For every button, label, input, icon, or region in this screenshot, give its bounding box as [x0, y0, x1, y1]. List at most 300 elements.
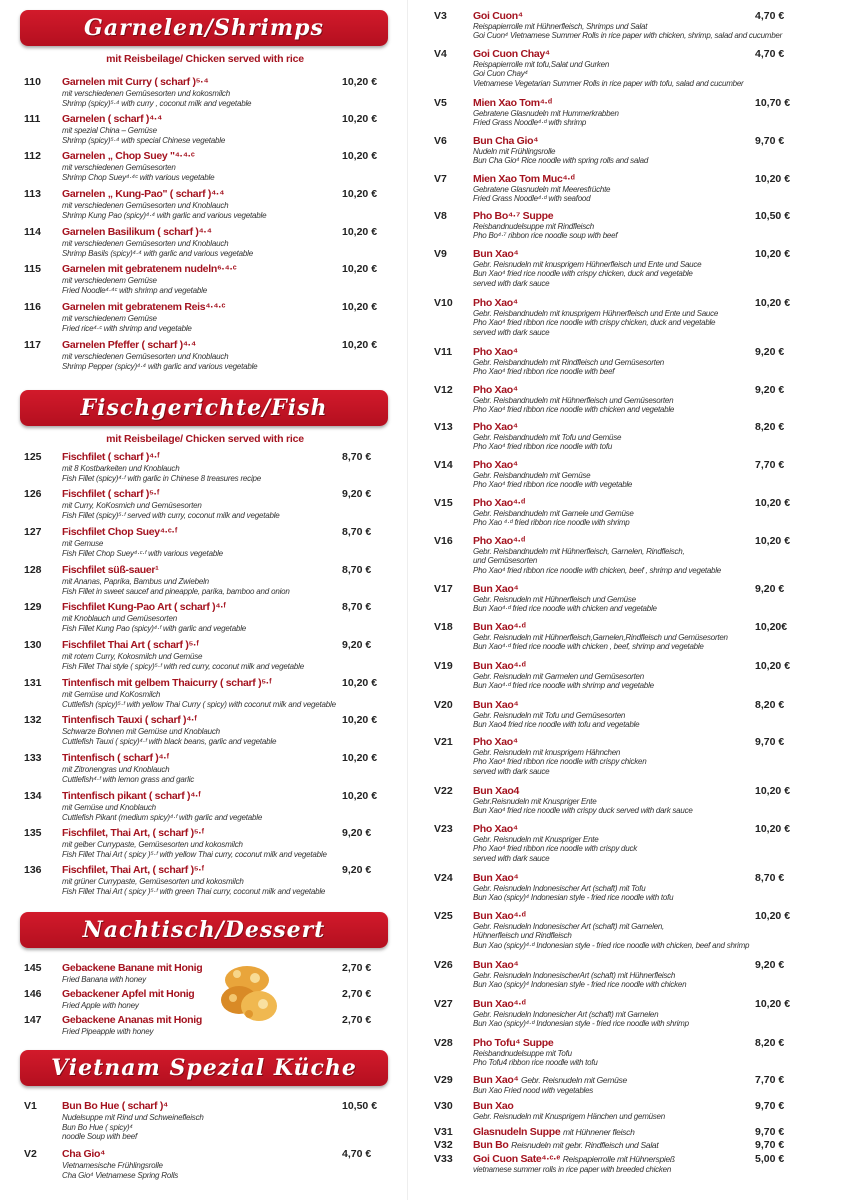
item-price: 10,20 € [342, 150, 378, 162]
item-description-line: Gebratene Glasnudeln mit Hummerkrabben [473, 109, 619, 118]
item-price: 7,70 € [755, 1074, 785, 1086]
item-description-line: Goi Cuon⁴ Vietnamese Summer Rolls in rice paper with chicken, shrimp, salad and cucumber [473, 31, 783, 41]
item-description-line: Gebr. Reisnudeln mit Tofu und Gemüsesorten [473, 711, 626, 720]
item-price: 9,20 € [755, 384, 785, 396]
item-description-line: vietnamese summer rolls in rice paper with breeded chicken [473, 1165, 672, 1174]
item-title: Bun Xao⁴·ᵈ [473, 660, 526, 672]
item-description-line: Gebr. Reisnudeln mit knusprigem Hühnerfleisch und Ente und Sauce [473, 260, 702, 269]
item-title: Garnelen „ Chop Suey "⁴·⁴·ᶜ [62, 150, 195, 162]
item-number: 114 [24, 226, 41, 238]
item-description-line: Pho Tofu4 ribbon rice noodle with tofu [473, 1058, 598, 1068]
item-title: Bun Xao⁴ Gebr. Reisnudeln mit Gemüse [473, 1074, 627, 1086]
item-description-line: mit spezial China – Gemüse [62, 126, 157, 135]
item-price: 9,70 € [755, 1139, 785, 1151]
item-description-line: mit verschiedenen Gemüsesorten und Knoblauch [62, 239, 229, 248]
item-description-line: Fried Pipeapple with honey [62, 1027, 154, 1036]
item-title: Gebackener Apfel mit Honig [62, 988, 195, 1000]
item-description-line: Bun Xao⁴ fried rice noodle with crispy chicken, duck and vegetable [473, 269, 693, 279]
item-number: V30 [434, 1100, 453, 1112]
item-title: Tintenfisch ( scharf )⁴·ᶠ [62, 752, 169, 764]
item-description [473, 547, 803, 575]
item-title: Bun Xao⁴·ᵈ [473, 621, 526, 633]
item-description [473, 711, 803, 730]
item-description-line: Bun Xao (spicy)⁴·ᵈ Indonesian style - fried rice noodle with shrimp [473, 1019, 689, 1029]
item-title: Pho Xao⁴ [473, 421, 518, 433]
item-title: Bun Xao⁴ [473, 872, 519, 884]
item-price: 2,70 € [342, 1014, 372, 1026]
item-title: Bun Xao⁴ [473, 248, 519, 260]
item-price: 8,70 € [342, 526, 372, 538]
item-description-line: mit Gemüse und KoKosmilch [62, 690, 161, 699]
item-description-line: Fish Fillet Thai style ( spicy)⁵·ᶠ with red curry, coconut milk and vegetable [62, 661, 304, 671]
item-title: Fischfilet, Thai Art, ( scharf )⁵·ᶠ [62, 827, 204, 839]
item-price: 10,70 € [755, 97, 791, 109]
item-description [473, 922, 803, 950]
item-price: 10,20 € [755, 823, 791, 835]
item-description-line: Gebr. Reisnudeln mit Knuspriger Ente [473, 835, 599, 844]
item-title: Cha Gio⁴ [62, 1148, 106, 1160]
item-price: 9,70 € [755, 736, 785, 748]
item-description-line: served with dark sauce [473, 853, 550, 863]
item-description-line: Fish Fillet (spicy)⁴·ᶠ with garlic in Chinese 8 treasures recipe [62, 473, 262, 483]
item-description-line: Gebr. Reisbandnudeln mit Rindfleisch und Gemüsesorten [473, 358, 665, 367]
item-description-line: Pho Xao⁴ fried ribbon rice noodle with vegetable [473, 480, 633, 490]
item-description [62, 276, 362, 295]
item-description-line: Fried Grass Noodle⁴·ᵈ with shrimp [473, 118, 587, 128]
item-description [62, 1027, 362, 1037]
item-title: Bun Bo Hue ( scharf )⁴ [62, 1100, 168, 1112]
item-title: Garnelen ( scharf )⁴·⁴ [62, 113, 163, 125]
section-banner-fish: Fischgerichte/Fish [20, 390, 388, 426]
item-title: Tintenfisch mit gelbem Thaicurry ( scharf )⁵·ᶠ [62, 677, 272, 689]
item-title: Garnelen Basilikum ( scharf )⁴·⁴ [62, 226, 212, 238]
item-description-line: Bun Bo Hue ( spicy)⁴ [62, 1122, 133, 1132]
item-description-line: Gebr. Reisbandnudeln mit Gemüse [473, 471, 591, 480]
item-description-line: Gebratene Glasnudeln mit Meeresfrüchte [473, 185, 611, 194]
item-price: 9,20 € [342, 639, 372, 651]
item-title: Garnelen Pfeffer ( scharf )⁴·⁴ [62, 339, 196, 351]
item-price: 8,20 € [755, 1037, 785, 1049]
item-description-line: mit verschiedenen Gemüsesorten und Knoblauch [62, 201, 229, 210]
item-description-line: Shrimp Pepper (spicy)⁴·⁴ with garlic and various vegetable [62, 361, 258, 371]
item-description-line: Shrimp Kung Pao (spicy)⁴·⁴ with garlic and various vegetable [62, 210, 267, 220]
item-title: Pho Xao⁴ [473, 384, 518, 396]
item-number: V7 [434, 173, 447, 185]
item-title: Bun Cha Gio⁴ [473, 135, 539, 147]
item-number: V24 [434, 872, 453, 884]
item-description-line: mit gelber Currypaste, Gemüsesorten und kokosmilch [62, 840, 243, 849]
item-description [473, 835, 803, 863]
item-description-line: Bun Xao Fried nood with vegetables [473, 1086, 594, 1095]
item-price: 10,20 € [755, 660, 791, 672]
item-description-line: und Gemüsesorten [473, 556, 538, 566]
item-description [473, 22, 803, 41]
item-description-line: mit verschiedenem Gemüse [62, 276, 157, 285]
item-title: Bun Xao⁴·ᵈ [473, 910, 526, 922]
item-title: Fischfilet, Thai Art, ( scharf )⁵·ᶠ [62, 864, 204, 876]
item-title: Garnelen mit Curry ( scharf )⁵·⁴ [62, 76, 209, 88]
item-description [473, 1165, 803, 1174]
item-description-line: Bun Xao⁴·ᵈ fried rice noodle with shrimp and vegetable [473, 681, 654, 691]
item-description-line: Shrimp (spicy)⁵·⁴ with special Chinese vegetable [62, 135, 226, 145]
item-description [62, 126, 362, 145]
item-description [62, 314, 362, 333]
item-description-line: Cuttlefish Pikant (medium spicy)⁴·ᶠ with garlic and vegetable [62, 812, 263, 822]
item-price: 9,20 € [755, 346, 785, 358]
item-description-line: mit Gemüse und Knoblauch [62, 803, 156, 812]
item-description [473, 471, 803, 490]
item-description-line: mit verschiedenen Gemüsesorten und kokosmilch [62, 89, 230, 98]
fried-fruit-image [217, 956, 281, 1028]
item-description-line: Gebr. Reisnudeln mit Knusprigem Hänchen und gemüsen [473, 1112, 665, 1121]
item-description-line: Bun Xao (spicy)⁴·ᵈ Indonesian style - fried rice noodle with chicken, beef and shrimp [473, 940, 750, 950]
item-description-line: Gebr. Reisnudeln Indonesischer Art (schaft) mit Garnelen, [473, 922, 665, 931]
item-price: 10,50 € [755, 210, 791, 222]
item-price: 9,20 € [342, 827, 372, 839]
item-price: 8,70 € [342, 564, 372, 576]
item-number: V8 [434, 210, 447, 222]
item-number: 135 [24, 827, 42, 839]
item-title: Bun Xao [473, 1100, 514, 1112]
item-price: 4,70 € [755, 10, 785, 22]
item-number: 112 [24, 150, 41, 162]
item-number: V26 [434, 959, 453, 971]
item-description-line: Gebr.Reisnudeln mit Knuspriger Ente [473, 797, 597, 806]
item-description-line: Bun Xao⁴·ᵈ fried rice noodle with chicken and vegetable [473, 604, 657, 614]
item-description-line: Reispapierrolle mit tofu,Salat und Gurken [473, 60, 610, 69]
item-price: 10,20 € [342, 301, 378, 313]
item-description [473, 595, 803, 614]
item-title-description: Gebr. Reisnudeln mit Gemüse [521, 1075, 627, 1085]
section-banner-shrimps: Garnelen/Shrimps [20, 10, 388, 46]
item-description-line: Pho Xao⁴ fried ribbon rice noodle with tofu [473, 442, 613, 452]
item-price: 4,70 € [755, 48, 785, 60]
item-price: 10,20 € [755, 297, 791, 309]
item-number: V25 [434, 910, 453, 922]
item-title: Mien Xao Tom⁴·ᵈ [473, 97, 552, 109]
item-description [62, 840, 362, 859]
item-price: 10,20 € [342, 263, 378, 275]
item-description-line: Schwarze Bohnen mit Gemüse und Knoblauch [62, 727, 220, 736]
item-number: V5 [434, 97, 447, 109]
section-banner-dessert: Nachtisch/Dessert [20, 912, 388, 948]
item-description-line: Fried rice⁴·ᶜ with shrimp and vegetable [62, 323, 192, 333]
item-description-line: Cha Gio⁴ Vietnamese Spring Rolls [62, 1170, 179, 1180]
item-number: 133 [24, 752, 42, 764]
item-title: Pho Bo⁴·⁷ Suppe [473, 210, 554, 222]
item-description-line: Fish Fillet (spicy)⁵·ᶠ served with curry, coconut milk and vegetable [62, 510, 280, 520]
item-description-line: Pho Bo⁴·⁷ ribbon rice noodle soup with beef [473, 231, 618, 241]
item-description [473, 1086, 803, 1095]
item-number: V20 [434, 699, 453, 711]
item-number: V11 [434, 346, 453, 358]
item-description-line: Goi Cuon Chay⁴ [473, 69, 528, 79]
item-title: Fischfilet ( scharf )⁵·ᶠ [62, 488, 160, 500]
item-title-description: Reispapierrolle mit Hühnerspieß [562, 1154, 675, 1164]
item-description-line: Cuttlefish Tauxi ( spicy)⁴·ᶠ with black beans, garlic and vegetable [62, 736, 277, 746]
item-number: 146 [24, 988, 42, 1000]
item-number: 132 [24, 714, 42, 726]
item-description-line: Vietnamesische Frühlingsrolle [62, 1161, 163, 1170]
item-description-line: Pho Xao⁴ fried ribbon rice noodle with chicken, beef , shrimp and vegetable [473, 565, 721, 575]
item-title: Fischfilet Thai Art ( scharf )⁵·ᶠ [62, 639, 199, 651]
item-description-line: Pho Xao⁴ fried ribbon rice noodle with beef [473, 367, 615, 377]
item-description [473, 260, 803, 288]
item-description [62, 765, 362, 784]
item-title-description: mit Hühnener fleisch [563, 1127, 635, 1137]
item-description-line: Pho Xao⁴ fried ribbon rice noodle with crispy chicken, duck and vegetable [473, 318, 716, 328]
item-description-line: Pho Xao⁴ fried ribbon rice noodle with crispy duck [473, 844, 637, 854]
item-description-line: Reisbandnudelsuppe mit Rindfleisch [473, 222, 594, 231]
item-description-line: Bun Xao (spicy)⁴ Indonesian style - fried rice noodle with chicken [473, 980, 687, 990]
item-number: 117 [24, 339, 41, 351]
item-price: 9,20 € [342, 488, 372, 500]
item-description-line: mit verschiedenen Gemüsesorten und Knoblauch [62, 352, 229, 361]
item-number: V27 [434, 998, 453, 1010]
item-description-line: Reispapierrolle mit Hühnerfleisch, Shrimps und Salat [473, 22, 648, 31]
item-price: 10,20€ [755, 621, 788, 633]
item-description-line: served with dark sauce [473, 278, 550, 288]
item-description-line: Shrimp Chop Suey⁴·⁴ᶜ with various vegetable [62, 172, 215, 182]
item-number: 136 [24, 864, 42, 876]
item-description [62, 501, 362, 520]
item-title: Mien Xao Tom Muc⁴·ᵈ [473, 173, 575, 185]
item-number: V29 [434, 1074, 453, 1086]
section-subtitle-shrimps: mit Reisbeilage/ Chicken served with rice [106, 53, 304, 65]
item-description-line: Bun Cha Gio⁴ Rice noodle with spring rolls and salad [473, 156, 649, 166]
item-title: Garnelen mit gebratenem nudeln⁶·⁴·ᶜ [62, 263, 237, 275]
item-description [473, 797, 803, 816]
item-description-line: noodle Soup with beef [62, 1132, 137, 1142]
item-description [62, 539, 362, 558]
item-description-line: Cuttlefish (spicy)⁵·ᶠ with yellow Thai Curry ( spicy) with coconut milk and vegetable [62, 699, 336, 709]
item-price: 5,00 € [755, 1153, 785, 1165]
item-description [62, 201, 362, 220]
item-title: Bun Xao⁴ [473, 583, 519, 595]
item-number: 129 [24, 601, 42, 613]
item-description-line: mit Gemuse [62, 539, 104, 548]
item-description-line: mit verschiedenen Gemüsesorten [62, 163, 176, 172]
item-title: Bun Xao4 [473, 785, 520, 797]
item-description-line: Gebr. Reisbandnudeln mit Tofu und Gemüse [473, 433, 622, 442]
item-price: 2,70 € [342, 988, 372, 1000]
item-description [62, 975, 362, 985]
item-description [62, 464, 362, 483]
item-description-line: Fried Noodle⁴·⁴ᶜ with shrimp and vegetable [62, 285, 208, 295]
item-price: 10,20 € [755, 173, 791, 185]
item-description-line: Nudeln mit Frühlingsrolle [473, 147, 556, 156]
item-number: V6 [434, 135, 447, 147]
item-title: Goi Cuon⁴ [473, 10, 523, 22]
item-title: Tintenfisch Tauxi ( scharf )⁴·ᶠ [62, 714, 197, 726]
item-description-line: mit rotem Curry, Kokosmilch und Gemüse [62, 652, 203, 661]
item-number: V10 [434, 297, 453, 309]
item-number: V2 [24, 1148, 37, 1160]
item-description-line: Vietnamese Vegetarian Summer Rolls in rice paper with tofu, salad and cucumber [473, 78, 744, 88]
item-description-line: Gebr. Reisnudeln IndonesischerArt (schaft) mit Hühnerfleisch [473, 971, 676, 980]
item-description [473, 147, 803, 166]
item-number: 131 [24, 677, 42, 689]
item-description [473, 396, 803, 415]
item-price: 9,70 € [755, 135, 785, 147]
item-number: 115 [24, 263, 41, 275]
item-number: 130 [24, 639, 42, 651]
item-description-line: Pho Xao⁴ fried ribbon rice noodle with crispy chicken [473, 757, 647, 767]
item-description-line: Fish Fillet in sweet saucef and pineapple, parika, bamboo and onion [62, 586, 290, 596]
item-number: 125 [24, 451, 42, 463]
item-title: Gebackene Banane mit Honig [62, 962, 203, 974]
item-description [473, 509, 803, 528]
item-description-line: served with dark sauce [473, 327, 550, 337]
item-number: V17 [434, 583, 453, 595]
item-price: 10,20 € [342, 677, 378, 689]
item-description-line: Gebr. Reisbandnudeln mit Hühnerfleisch und Gemüsesorten [473, 396, 674, 405]
item-price: 10,20 € [342, 790, 378, 802]
item-title: Pho Xao⁴ [473, 297, 518, 309]
item-price: 9,20 € [755, 583, 785, 595]
item-description [473, 358, 803, 377]
item-description-line: served with dark sauce [473, 766, 550, 776]
item-description-line: mit Knoblauch und Gemüsesorten [62, 614, 177, 623]
item-number: 126 [24, 488, 42, 500]
item-description-line: Gebr. Reisbandnudeln mit knusprigem Hühnerfleisch und Ente und Sauce [473, 309, 719, 318]
item-number: V15 [434, 497, 453, 509]
item-number: V31 [434, 1126, 453, 1138]
item-description-line: Shrimp Basils (spicy)⁴·⁴ with garlic and various vegetable [62, 248, 253, 258]
item-number: V1 [24, 1100, 37, 1112]
section-banner-vietnam: Vietnam Spezial Küche [20, 1050, 388, 1086]
item-title: Pho Tofu⁴ Suppe [473, 1037, 554, 1049]
item-description-line: Pho Xao⁴ fried ribbon rice noodle with chicken and vegetable [473, 405, 675, 415]
item-number: V14 [434, 459, 453, 471]
item-description-line: Gebr. Reisnudeln mit knusprigem Hähnchen [473, 748, 621, 757]
item-description [62, 690, 362, 709]
item-number: V21 [434, 736, 453, 748]
item-description-line: Pho Xao ⁴·ᵈ fried ribbon rice noodle with shrimp [473, 518, 630, 528]
item-number: 110 [24, 76, 41, 88]
item-title: Bun Bo Reisnudeln mit gebr. Rindfleisch und Salat [473, 1139, 659, 1151]
item-description-line: Gebr. Reisnudeln Indonesischer Art (schaft) mit Tofu [473, 884, 646, 893]
item-description [473, 672, 803, 691]
item-description-line: Reisbandnudelsuppe mit Tofu [473, 1049, 572, 1058]
item-description-line: mit Curry, KoKosmich und Gemüsesorten [62, 501, 202, 510]
item-price: 10,20 € [755, 535, 791, 547]
item-number: 111 [24, 113, 41, 125]
item-price: 8,70 € [342, 601, 372, 613]
item-price: 8,20 € [755, 421, 785, 433]
item-number: V32 [434, 1139, 453, 1151]
item-description [62, 652, 362, 671]
item-description-line: Bun Xao (spicy)⁴ Indonesian style - fried rice noodle with tofu [473, 893, 674, 903]
item-description [62, 1113, 362, 1142]
item-title: Bun Xao⁴ [473, 959, 519, 971]
item-title: Bun Xao⁴·ᵈ [473, 998, 526, 1010]
item-price: 10,20 € [755, 497, 791, 509]
item-price: 10,20 € [342, 714, 378, 726]
item-description [62, 614, 362, 633]
item-title: Goi Cuon Chay⁴ [473, 48, 550, 60]
item-title: Garnelen mit gebratenem Reis⁴·⁴·ᶜ [62, 301, 226, 313]
item-price: 8,70 € [342, 451, 372, 463]
item-number: 147 [24, 1014, 42, 1026]
item-description-line: Nudelsuppe mit Rind und Schweinefleisch [62, 1113, 204, 1122]
item-description [473, 309, 803, 337]
item-price: 10,20 € [755, 785, 791, 797]
item-description-line: Hühnerfleisch und Rindfleisch [473, 931, 572, 941]
item-price: 10,50 € [342, 1100, 378, 1112]
item-price: 9,20 € [755, 959, 785, 971]
item-description-line: mit 8 Kostbarkeiten und Knoblauch [62, 464, 180, 473]
item-title-description: Reisnudeln mit gebr. Rindfleisch und Salat [511, 1140, 659, 1150]
item-description [62, 352, 362, 371]
item-price: 8,70 € [755, 872, 785, 884]
item-description [473, 60, 803, 88]
item-description [62, 89, 362, 108]
item-title: Bun Xao⁴ [473, 699, 519, 711]
item-price: 10,20 € [755, 998, 791, 1010]
item-description [473, 433, 803, 452]
item-title: Tintenfisch pikant ( scharf )⁴·ᶠ [62, 790, 201, 802]
item-number: 145 [24, 962, 42, 974]
item-description-line: Bun Xao4 fried rice noodle with tofu and vegetable [473, 720, 640, 730]
item-description-line: Bun Xao⁴·ᵈ fried rice noodle with chicken , beef, shrimp and vegetable [473, 642, 704, 652]
item-price: 4,70 € [342, 1148, 372, 1160]
item-description-line: Shrimp (spicy)⁵·⁴ with curry , coconut milk and vegetable [62, 98, 252, 108]
item-number: V12 [434, 384, 453, 396]
item-description [473, 884, 803, 903]
item-number: V19 [434, 660, 453, 672]
item-price: 9,70 € [755, 1100, 785, 1112]
column-divider [407, 0, 408, 1200]
item-description-line: Fish Fillet Kung Pao (spicy)⁴·ᶠ with garlic and vegetable [62, 623, 247, 633]
item-description [473, 185, 803, 204]
item-description-line: mit Ananas, Paprika, Bambus und Zwiebeln [62, 577, 209, 586]
item-price: 9,20 € [342, 864, 372, 876]
item-description-line: Fried Grass Noodle⁴·ᵈ with seafood [473, 194, 591, 204]
item-title: Fischfilet Kung-Pao Art ( scharf )⁴·ᶠ [62, 601, 226, 613]
item-price: 7,70 € [755, 459, 785, 471]
item-number: 127 [24, 526, 42, 538]
item-price: 9,70 € [755, 1126, 785, 1138]
item-title: Pho Xao⁴ [473, 346, 518, 358]
item-description [473, 1112, 803, 1121]
item-description [473, 109, 803, 128]
item-description-line: Fish Fillet Chop Suey⁴·ᶜ·ᶠ with various vegetable [62, 548, 223, 558]
item-title: Pho Xao⁴·ᵈ [473, 535, 525, 547]
item-price: 10,20 € [342, 76, 378, 88]
item-description-line: Gebr. Reisbandnudeln mit Garnele und Gemüse [473, 509, 634, 518]
item-price: 10,20 € [755, 248, 791, 260]
item-number: V16 [434, 535, 453, 547]
item-description-line: mit grüner Currypaste, Gemüsesorten und kokosmilch [62, 877, 244, 886]
item-number: 113 [24, 188, 41, 200]
item-description-line: Cuttlefish⁴·ᶠ with lemon grass and garlic [62, 774, 195, 784]
item-number: V3 [434, 10, 447, 22]
item-number: V9 [434, 248, 447, 260]
item-description-line: Gebr. Reisnudeln Indonesicher Art (schaft) mit Garnelen [473, 1010, 659, 1019]
item-price: 10,20 € [342, 752, 378, 764]
item-description [62, 1161, 362, 1180]
item-title: Gebackene Ananas mit Honig [62, 1014, 203, 1026]
item-number: V33 [434, 1153, 453, 1165]
item-number: V23 [434, 823, 453, 835]
item-title: Pho Xao⁴ [473, 823, 518, 835]
item-description [473, 222, 803, 241]
item-title: Fischfilet ( scharf )⁴·ᶠ [62, 451, 160, 463]
item-title: Pho Xao⁴ [473, 736, 518, 748]
item-description-line: Fried Banana with honey [62, 975, 146, 984]
item-description [473, 633, 803, 652]
